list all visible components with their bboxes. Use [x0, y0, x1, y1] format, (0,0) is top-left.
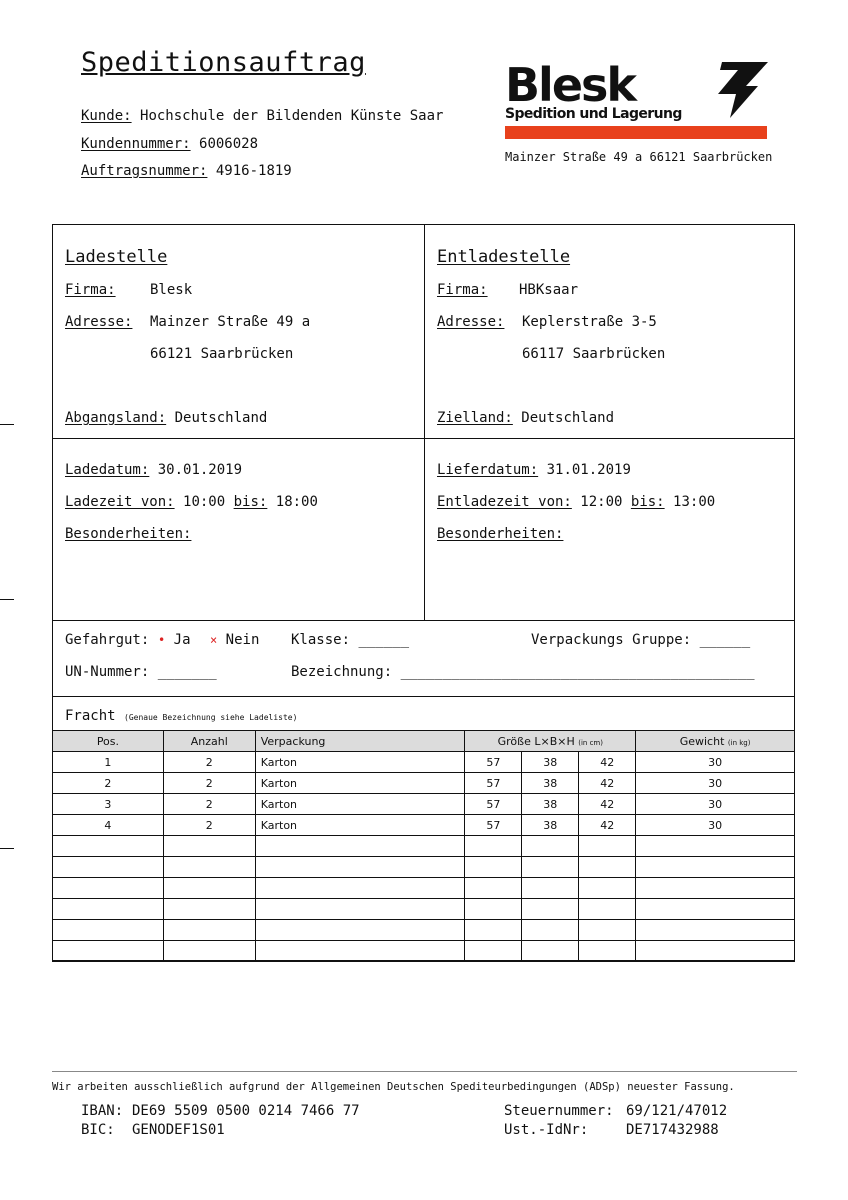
cell-packaging: Karton — [255, 794, 465, 815]
cell-height: 42 — [579, 752, 636, 773]
bic-value: GENODEF1S01 — [132, 1122, 225, 1138]
col-weight-label: Gewicht — [679, 734, 725, 748]
cell-packaging: Karton — [255, 815, 465, 836]
vat-id-label: Ust.-IdNr: — [504, 1122, 589, 1138]
unloading-title: Entladestelle — [437, 247, 571, 267]
customer-label: Kunde: — [81, 108, 132, 124]
punch-mark — [0, 599, 14, 600]
unloading-firm-label: Firma: — [437, 282, 488, 298]
cell-height: 42 — [579, 773, 636, 794]
col-weight — [636, 731, 795, 752]
tax-number-value: 69/121/47012 — [626, 1103, 728, 1119]
page-title: Speditionsauftrag — [81, 47, 366, 78]
un-number-blank: _______ — [157, 664, 217, 680]
table-row — [53, 773, 795, 794]
order-number-label: Auftragsnummer: — [81, 163, 208, 179]
unloading-date-label: Lieferdatum: — [437, 462, 539, 478]
cell-pos: 4 — [53, 815, 164, 836]
bic-label: BIC: — [81, 1122, 115, 1138]
hazard-class-blank: ______ — [358, 632, 410, 648]
unloading-address-label: Adresse: — [437, 314, 505, 330]
col-weight-unit: (in kg) — [727, 738, 751, 747]
cell-weight: 30 — [636, 773, 795, 794]
unloading-firm: HBKsaar — [519, 282, 579, 298]
table-row-empty — [53, 878, 795, 899]
loading-date: 30.01.2019 — [157, 462, 243, 478]
tax-number-label: Steuernummer: — [504, 1103, 614, 1119]
description-label: Bezeichnung: — [291, 664, 393, 680]
cell-qty: 2 — [163, 794, 255, 815]
un-number-label: UN-Nummer: — [65, 664, 150, 680]
cell-qty: 2 — [163, 752, 255, 773]
cell-qty: 2 — [163, 815, 255, 836]
freight-note: (Genaue Bezeichnung siehe Ladeliste) — [124, 713, 298, 722]
cell-length: 57 — [465, 752, 522, 773]
cell-width: 38 — [522, 794, 579, 815]
iban-label: IBAN: — [81, 1103, 124, 1119]
cell-pos: 2 — [53, 773, 164, 794]
cell-length: 57 — [465, 794, 522, 815]
vat-id-value: DE717432988 — [626, 1122, 719, 1138]
table-row — [53, 794, 795, 815]
loading-time-from: 10:00 — [183, 494, 226, 510]
loading-date-label: Ladedatum: — [65, 462, 150, 478]
no-cross-icon: × — [210, 633, 218, 647]
unloading-city: 66117 Saarbrücken — [522, 346, 666, 362]
loading-title: Ladestelle — [65, 247, 168, 267]
customer-number-value: 6006028 — [199, 136, 259, 152]
logo-bar — [505, 126, 767, 139]
unloading-notes-label: Besonderheiten: — [437, 526, 564, 542]
col-size-label: Größe L×B×H — [497, 734, 575, 748]
cell-packaging: Karton — [255, 752, 465, 773]
unloading-country-label: Zielland: — [437, 410, 513, 426]
customer-number-label: Kundennummer: — [81, 136, 191, 152]
hazard-yes-option — [158, 632, 191, 648]
cell-packaging: Karton — [255, 773, 465, 794]
packing-group-blank: ______ — [699, 632, 751, 648]
cell-weight: 30 — [636, 794, 795, 815]
company-address: Mainzer Straße 49 a 66121 Saarbrücken — [505, 150, 773, 164]
unloading-time-to: 13:00 — [673, 494, 716, 510]
unloading-street: Keplerstraße 3-5 — [522, 314, 657, 330]
loading-street: Mainzer Straße 49 a — [150, 314, 311, 330]
hazard-no-label: Nein — [225, 632, 260, 648]
order-number-value: 4916-1819 — [215, 163, 292, 179]
divider — [52, 620, 795, 621]
loading-notes-label: Besonderheiten: — [65, 526, 192, 542]
table-row-empty — [53, 941, 795, 962]
unloading-time-from-label: Entladezeit von: — [437, 494, 572, 510]
loading-time-from-label: Ladezeit von: — [65, 494, 175, 510]
hazard-class-line — [291, 632, 409, 648]
unloading-date-line — [437, 462, 631, 478]
packing-group-label: Verpackungs Gruppe: — [531, 632, 692, 648]
logo-wordmark: Blesk — [505, 58, 635, 112]
terms-text: Wir arbeiten ausschließlich aufgrund der Allgemeinen Deutschen Spediteurbedingungen (ADSp) neuester Fassung. — [52, 1081, 735, 1093]
un-number-line — [65, 664, 217, 680]
table-row-empty — [53, 920, 795, 941]
logo-subtitle: Spedition und Lagerung — [505, 106, 682, 122]
loading-country-line — [65, 410, 267, 426]
cell-weight: 30 — [636, 752, 795, 773]
cell-length: 57 — [465, 773, 522, 794]
order-number-line — [81, 163, 292, 179]
lightning-icon — [710, 62, 768, 118]
cell-height: 42 — [579, 794, 636, 815]
col-packaging: Verpackung — [255, 731, 465, 752]
unloading-time-to-label: bis: — [630, 494, 665, 510]
fold-mark — [0, 848, 14, 849]
loading-firm: Blesk — [150, 282, 193, 298]
cell-weight: 30 — [636, 815, 795, 836]
loading-address-label: Adresse: — [65, 314, 133, 330]
col-size — [465, 731, 636, 752]
cell-width: 38 — [522, 815, 579, 836]
unloading-time-line — [437, 494, 715, 510]
table-row — [53, 752, 795, 773]
unloading-date: 31.01.2019 — [546, 462, 631, 478]
cell-width: 38 — [522, 752, 579, 773]
col-size-unit: (in cm) — [578, 738, 603, 747]
hazard-label: Gefahrgut: — [65, 632, 150, 648]
customer-line — [81, 108, 443, 124]
unloading-time-from: 12:00 — [580, 494, 623, 510]
cell-width: 38 — [522, 773, 579, 794]
divider — [52, 696, 795, 697]
yes-dot-icon: • — [158, 633, 166, 647]
cell-length: 57 — [465, 815, 522, 836]
loading-city: 66121 Saarbrücken — [150, 346, 294, 362]
hazard-class-label: Klasse: — [291, 632, 351, 648]
table-row-empty — [53, 899, 795, 920]
cell-qty: 2 — [163, 773, 255, 794]
loading-firm-label: Firma: — [65, 282, 116, 298]
col-pos: Pos. — [53, 731, 164, 752]
col-qty: Anzahl — [163, 731, 255, 752]
table-row-empty — [53, 857, 795, 878]
loading-time-to: 18:00 — [275, 494, 318, 510]
unloading-country: Deutschland — [521, 410, 615, 426]
description-blank: __________________________________________ — [400, 664, 755, 680]
iban-value: DE69 5509 0500 0214 7466 77 — [132, 1103, 360, 1119]
loading-time-line — [65, 494, 318, 510]
loading-country: Deutschland — [174, 410, 268, 426]
freight-title: Fracht — [65, 708, 116, 724]
cell-height: 42 — [579, 815, 636, 836]
hazard-no-option — [210, 632, 259, 648]
cell-pos: 1 — [53, 752, 164, 773]
customer-value: Hochschule der Bildenden Künste Saar — [140, 108, 444, 124]
fold-mark — [0, 424, 14, 425]
cell-pos: 3 — [53, 794, 164, 815]
footer-divider — [52, 1071, 797, 1072]
freight-table — [52, 730, 795, 962]
loading-date-line — [65, 462, 242, 478]
column-divider — [424, 224, 425, 620]
hazard-yes-label: Ja — [173, 632, 191, 648]
table-row-empty — [53, 836, 795, 857]
description-line — [291, 664, 755, 680]
freight-heading — [65, 708, 297, 724]
loading-time-to-label: bis: — [233, 494, 268, 510]
customer-number-line — [81, 136, 258, 152]
table-row — [53, 815, 795, 836]
loading-country-label: Abgangsland: — [65, 410, 167, 426]
unloading-country-line — [437, 410, 614, 426]
packing-group-line — [531, 632, 750, 648]
table-header-row — [53, 731, 795, 752]
